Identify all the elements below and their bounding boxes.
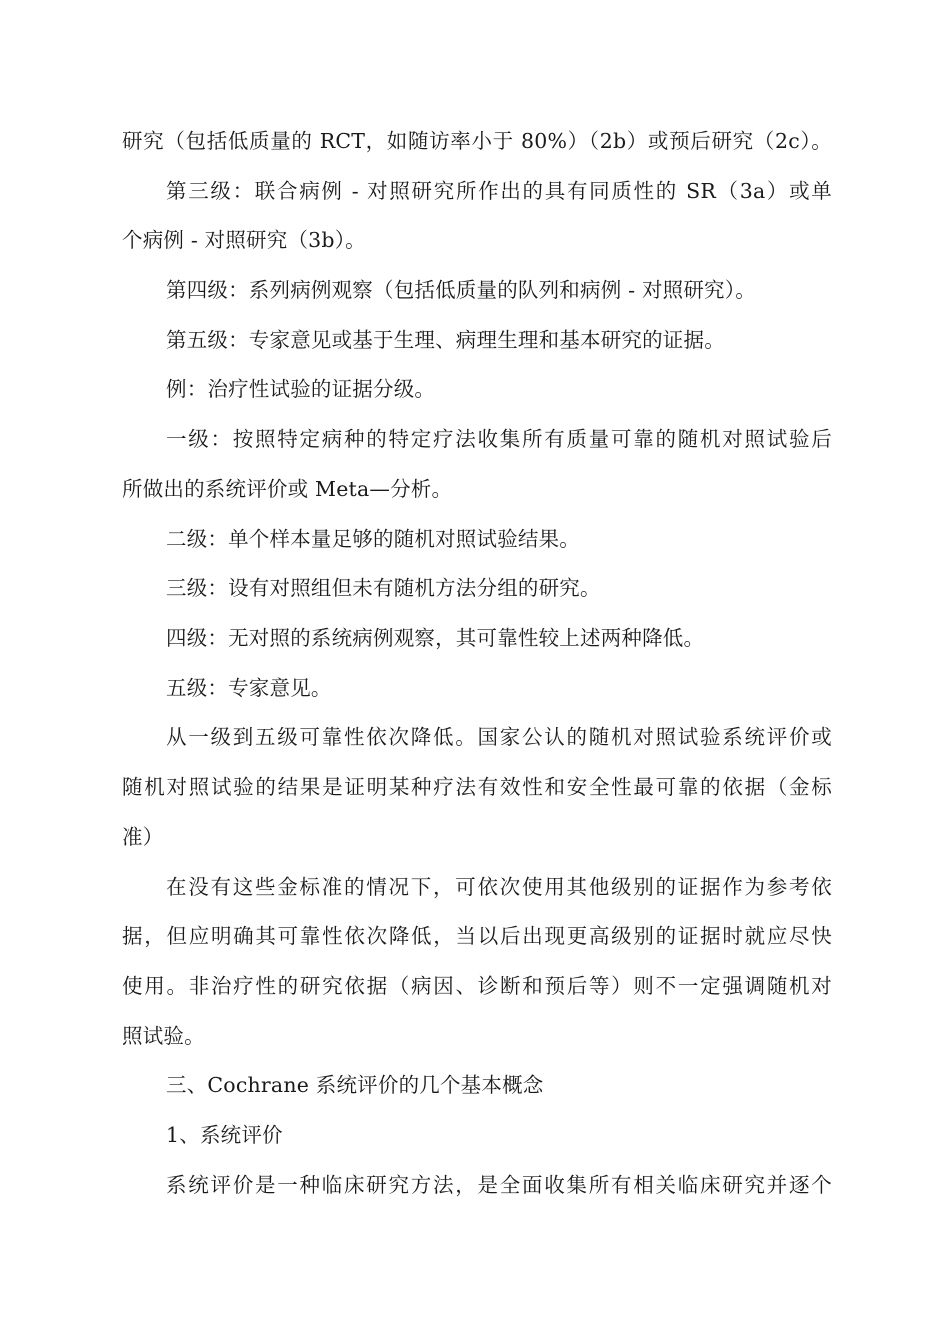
text-line-4: 第四级：系列病例观察（包括低质量的队列和病例 - 对照研究）。 bbox=[166, 278, 756, 302]
section-heading: 三、Cochrane 系统评价的几个基本概念 bbox=[166, 1073, 544, 1097]
text-line-19: 照试验。 bbox=[122, 1024, 205, 1048]
text-line-13: 从一级到五级可靠性依次降低。国家公认的随机对照试验系统评价或 bbox=[166, 725, 832, 749]
text-line-12: 五级：专家意见。 bbox=[166, 676, 332, 700]
subsection-heading: 1、系统评价 bbox=[166, 1123, 283, 1147]
text-line-8: 所做出的系统评价或 Meta—分析。 bbox=[122, 477, 453, 501]
text-line-3: 个病例 - 对照研究（3b）。 bbox=[122, 228, 366, 252]
text-line-1: 研究（包括低质量的 RCT，如随访率小于 80%）（2b）或预后研究（2c）。 bbox=[122, 129, 832, 153]
text-line-9: 二级：单个样本量足够的随机对照试验结果。 bbox=[166, 527, 580, 551]
text-line-15: 准） bbox=[122, 825, 164, 849]
text-line-22: 系统评价是一种临床研究方法，是全面收集所有相关临床研究并逐个 bbox=[166, 1173, 832, 1197]
text-line-10: 三级：设有对照组但未有随机方法分组的研究。 bbox=[166, 576, 601, 600]
text-line-2: 第三级：联合病例 - 对照研究所作出的具有同质性的 SR（3a）或单 bbox=[166, 179, 832, 203]
text-line-18: 使用。非治疗性的研究依据（病因、诊断和预后等）则不一定强调随机对 bbox=[122, 974, 832, 998]
text-line-11: 四级：无对照的系统病例观察，其可靠性较上述两种降低。 bbox=[166, 626, 705, 650]
text-line-5: 第五级：专家意见或基于生理、病理生理和基本研究的证据。 bbox=[166, 328, 725, 352]
text-line-16: 在没有这些金标准的情况下，可依次使用其他级别的证据作为参考依 bbox=[166, 875, 832, 899]
text-line-7: 一级：按照特定病种的特定疗法收集所有质量可靠的随机对照试验后 bbox=[166, 427, 832, 451]
text-line-17: 据，但应明确其可靠性依次降低，当以后出现更高级别的证据时就应尽快 bbox=[122, 924, 832, 948]
text-line-6: 例：治疗性试验的证据分级。 bbox=[166, 377, 436, 401]
text-line-14: 随机对照试验的结果是证明某种疗法有效性和安全性最可靠的依据（金标 bbox=[122, 775, 832, 799]
